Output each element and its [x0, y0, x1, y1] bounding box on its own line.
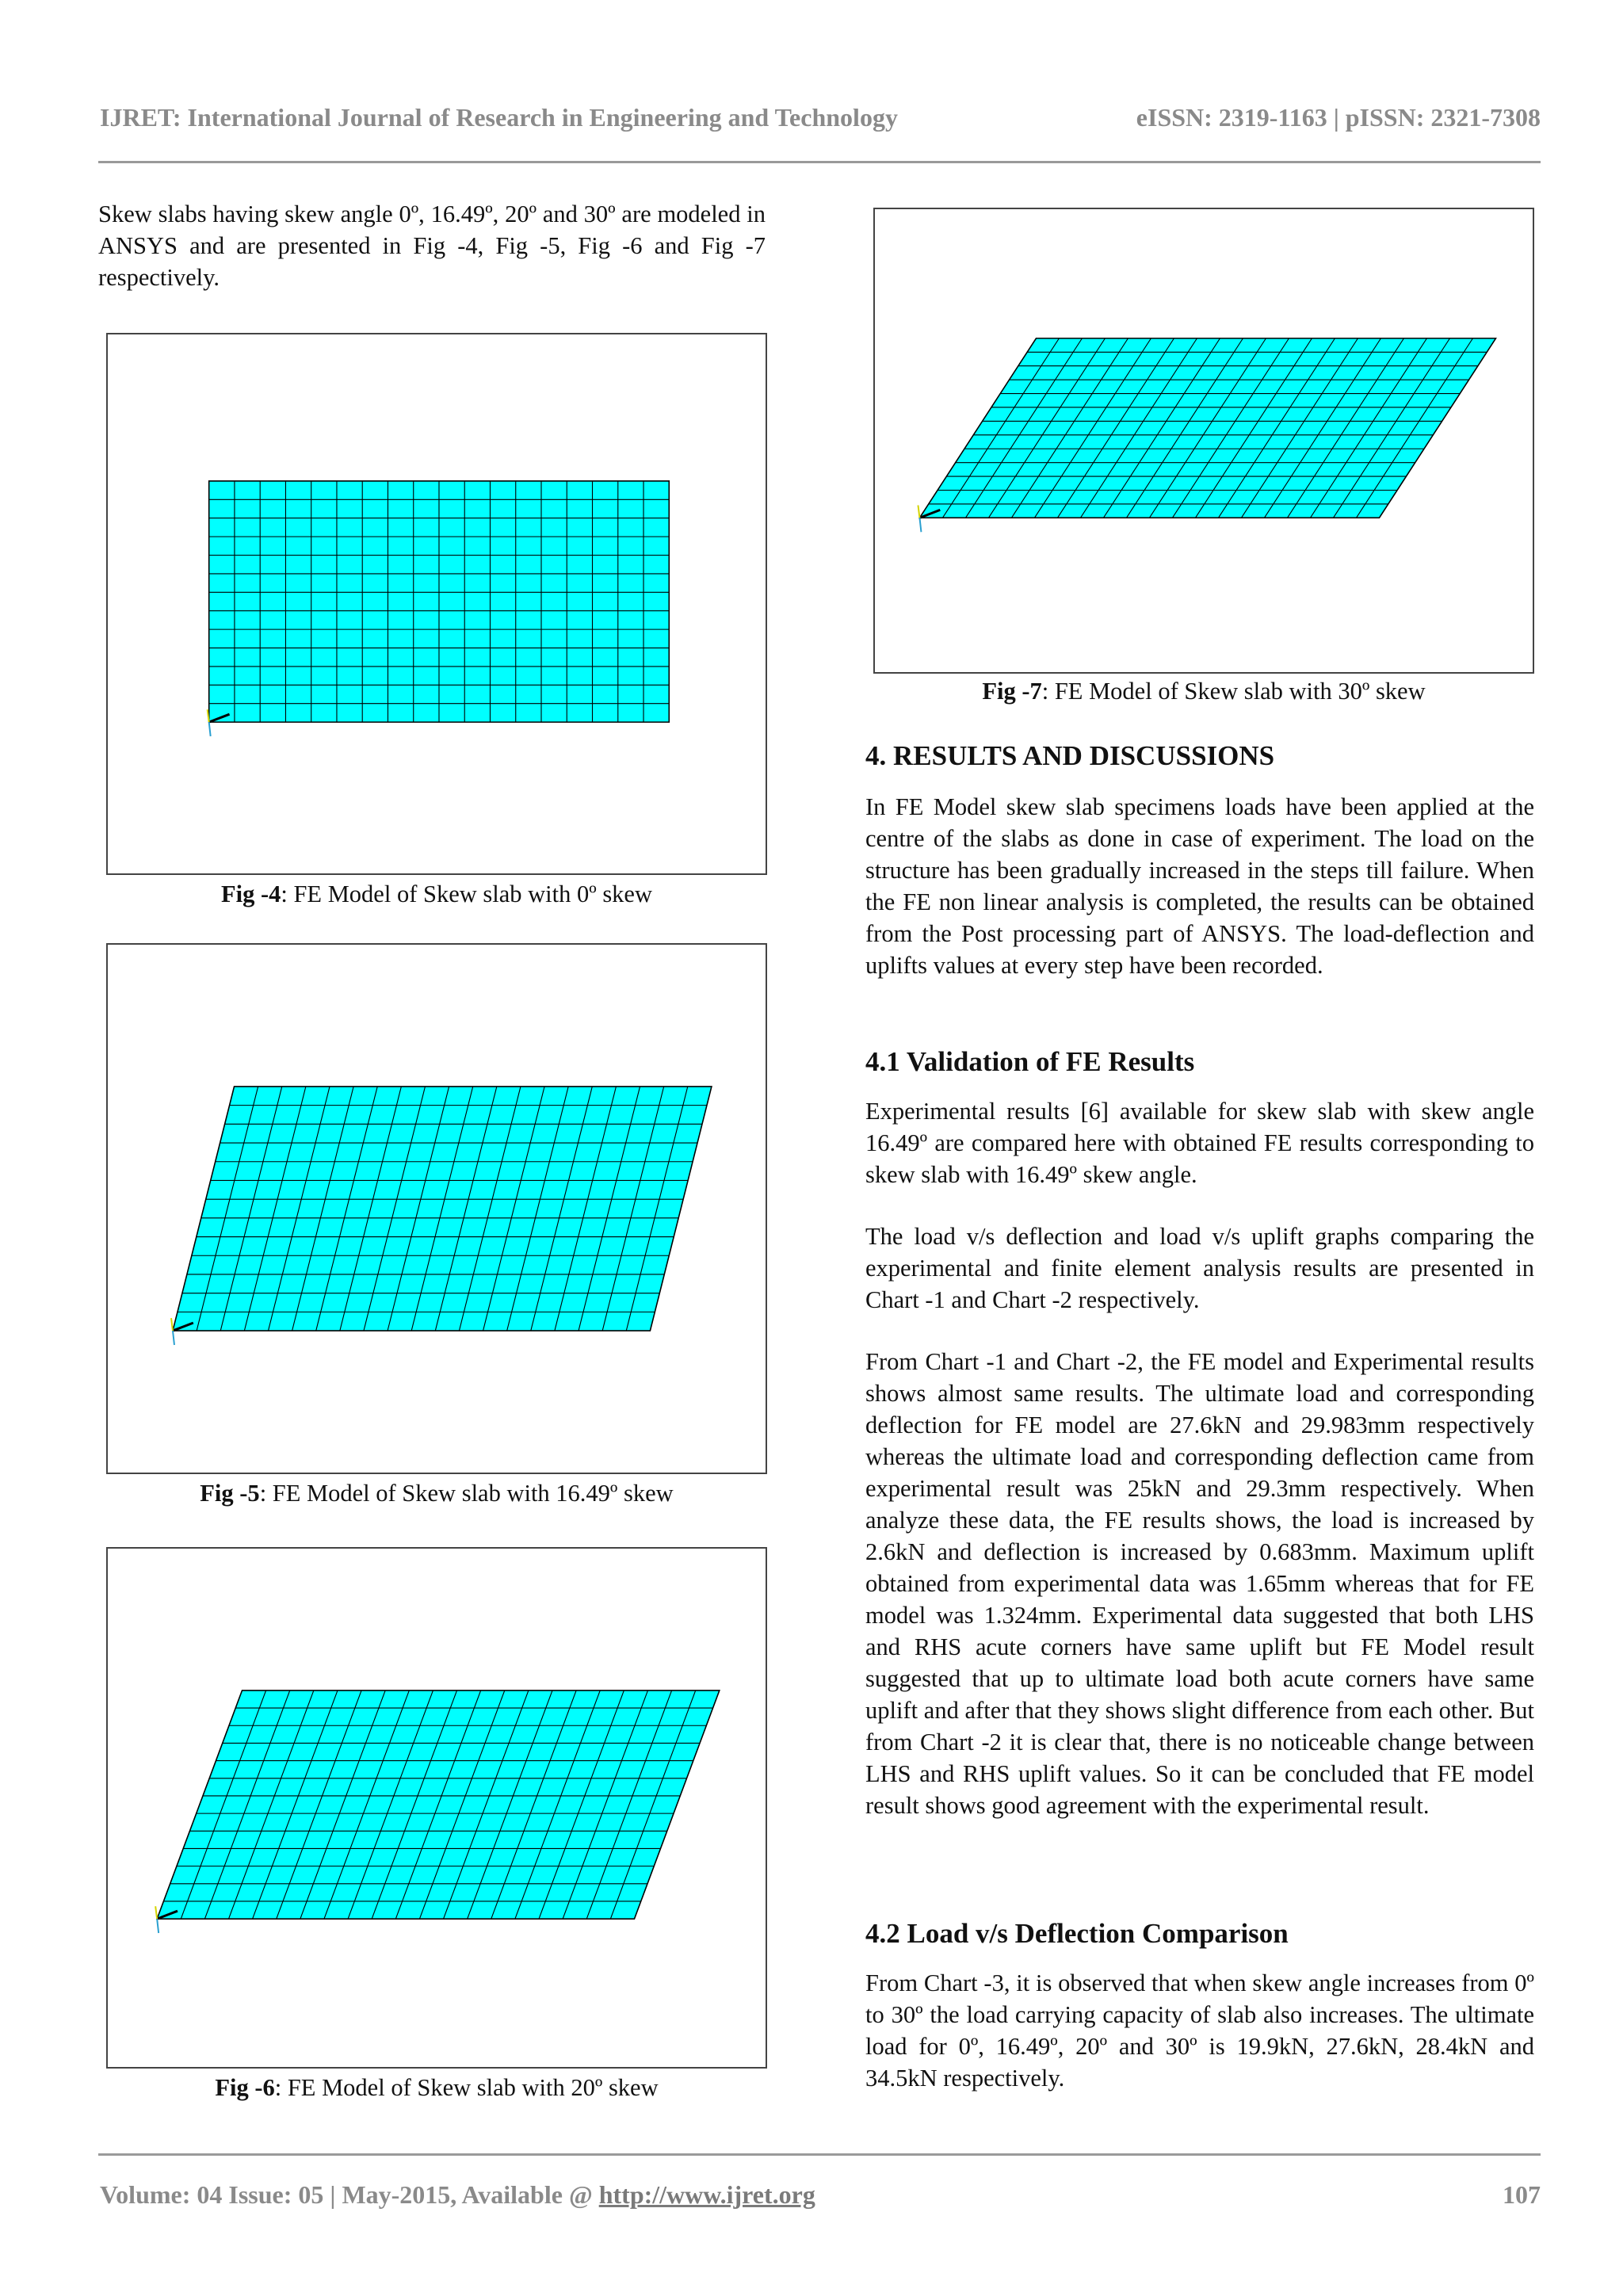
section-4-paragraph: In FE Model skew slab specimens loads have been applied at the centre of the slabs as done in case of experiment. The load on the structure has been gradually increased in the steps till failure. When the FE non linear analysis is completed, the results can be obtained from the Post processing part of ANSYS. The load-deflection and uplifts values at every step have been recorded. — [865, 793, 1534, 979]
left-column — [98, 198, 766, 293]
figure-7 — [873, 208, 1534, 674]
section-4-heading: 4. RESULTS AND DISCUSSIONS — [865, 740, 1275, 771]
fe-mesh-20-skew — [108, 1549, 766, 2067]
section-4-body — [865, 791, 1534, 981]
section-4-1-heading: 4.1 Validation of FE Results — [865, 1046, 1195, 1077]
figure-5-caption: Fig -5: FE Model of Skew slab with 16.49º skew — [200, 1480, 674, 1507]
header-rule — [98, 161, 1541, 163]
figure-4 — [106, 333, 767, 875]
figure-5 — [106, 943, 767, 1474]
journal-link[interactable]: http://www.ijret.org — [598, 2179, 815, 2209]
running-footer — [100, 2176, 1541, 2213]
fe-mesh-30-skew — [875, 209, 1533, 672]
section-4-1-paragraph-1: Experimental results [6] available for skew slab with skew angle 16.49º are compared here with obtained FE results corresponding to skew slab with 16.49º skew angle. — [865, 1098, 1534, 1188]
figure-6 — [106, 1547, 767, 2069]
section-4-2-body — [865, 1967, 1534, 2094]
footer-volume: Volume: 04 Issue: 05 | May-2015, Available @ http://www.ijret.org — [100, 2179, 815, 2209]
section-4-2-paragraph: From Chart -3, it is observed that when skew angle increases from 0º to 30º the load carrying capacity of slab also increases. The ultimate load for 0º, 16.49º, 20º and 30º is 19.9kN, 27.6kN, 28.4kN and 34.5kN respectively. — [865, 1969, 1534, 2092]
section-4-2-heading: 4.2 Load v/s Deflection Comparison — [865, 1918, 1289, 1949]
footer-rule — [98, 2153, 1541, 2156]
section-4-1-paragraph-3: From Chart -1 and Chart -2, the FE model and Experimental results shows almost same results. The ultimate load and corresponding deflection for FE model are 27.6kN and 29.983mm respectively whereas the ultimate load and corresponding deflection came from experimental result was 25kN and 29.3mm respectively. When analyze these data, the FE results shows, the load is increased by 2.6kN and deflection is increased by 0.683mm. Maximum uplift obtained from experimental data was 1.65mm whereas that for FE model was 1.324mm. Experimental data suggested that both LHS and RHS acute corners have same uplift but FE Model result suggested that up to ultimate load both acute corners have same uplift and after that they shows slight difference from each other. But from Chart -2 it is clear that, there is no noticeable change between LHS and RHS uplift values. So it can be concluded that FE model result shows good agreement with the experimental result. — [865, 1348, 1534, 1819]
issn: eISSN: 2319-1163 | pISSN: 2321-7308 — [1136, 102, 1541, 132]
figure-4-caption: Fig -4: FE Model of Skew slab with 0º skew — [220, 881, 652, 907]
page-number: 107 — [1503, 2179, 1541, 2209]
figure-6-caption: Fig -6: FE Model of Skew slab with 20º skew — [215, 2074, 659, 2101]
journal-title: IJRET: International Journal of Research in Engineering and Technology — [100, 102, 898, 132]
fe-mesh-16-49-skew — [108, 945, 766, 1473]
running-header — [100, 98, 1541, 136]
intro-paragraph: Skew slabs having skew angle 0º, 16.49º, 20º and 30º are modeled in ANSYS and are presented in Fig -4, Fig -5, Fig -6 and Fig -7 respectively. — [98, 201, 766, 291]
section-4-1-body — [865, 1095, 1534, 1821]
figure-7-caption: Fig -7: FE Model of Skew slab with 30º skew — [982, 678, 1426, 705]
fe-mesh-0-skew — [108, 334, 766, 873]
section-4-1-paragraph-2: The load v/s deflection and load v/s uplift graphs comparing the experimental and finite element analysis results are presented in Chart -1 and Chart -2 respectively. — [865, 1223, 1534, 1313]
